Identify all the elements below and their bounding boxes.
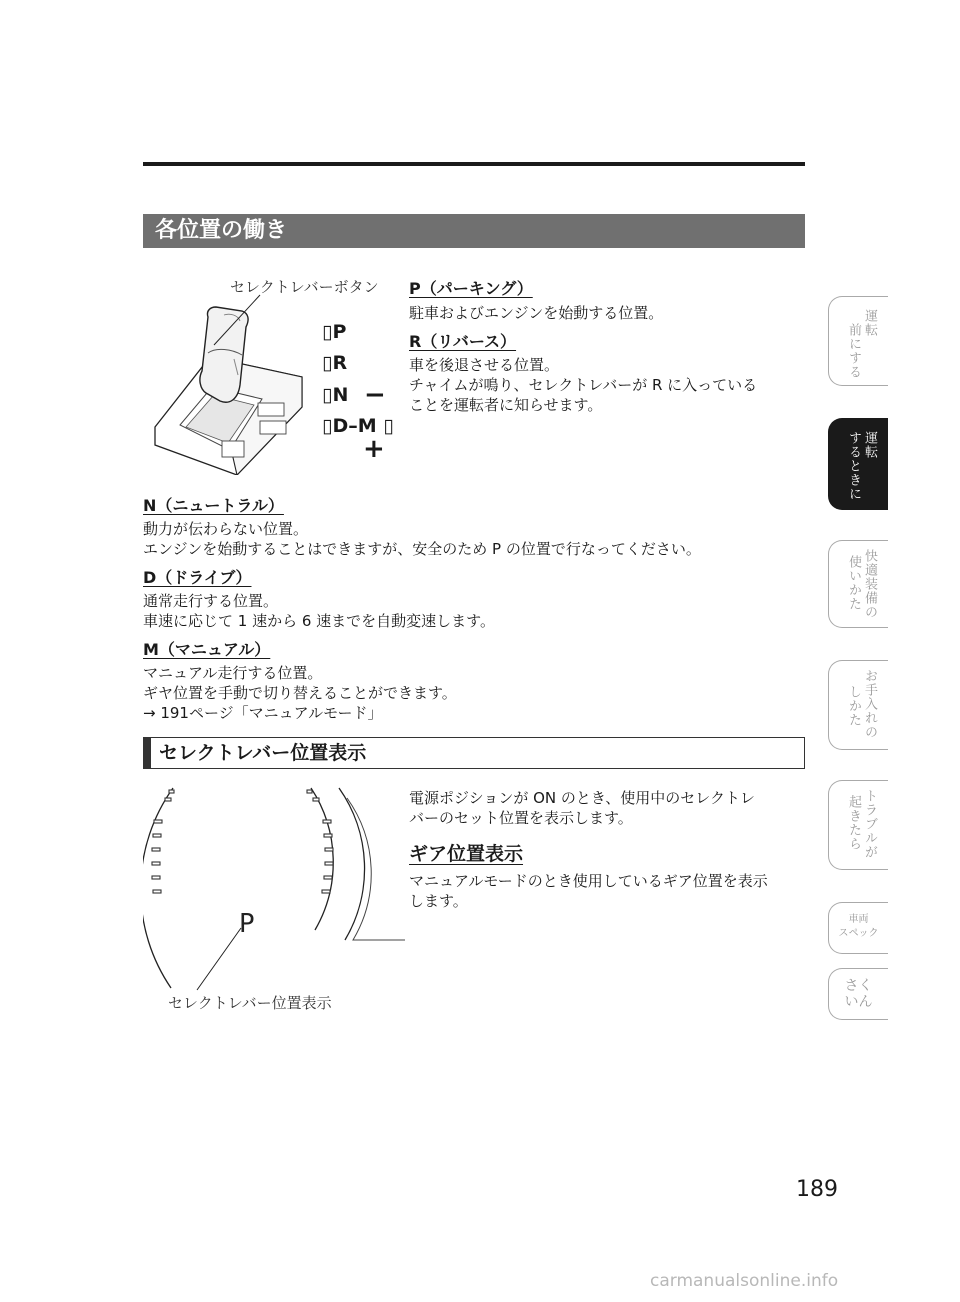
heading-parking: P（パーキング） xyxy=(409,279,533,298)
gear-display-heading: ギア位置表示 xyxy=(409,843,524,865)
tab-comfort-features[interactable]: 快適装備の 使いかた xyxy=(828,540,888,628)
text-neutral-2: エンジンを始動することはできますが、安全のため P の位置で行なってください。 xyxy=(143,540,701,558)
gear-label-p: ▯P xyxy=(322,321,347,343)
page-number: 189 xyxy=(796,1177,838,1202)
tab-specifications[interactable]: 車両 スペック xyxy=(828,902,888,954)
section-title: 各位置の働き xyxy=(143,214,805,248)
tab-maintenance[interactable]: お手入れの しかた xyxy=(828,660,888,750)
text-manual-ref: → 191ページ「マニュアルモード」 xyxy=(143,704,383,722)
text-reverse-3: ことを運転者に知らせます。 xyxy=(409,396,603,414)
gauge-display-illustration xyxy=(143,780,405,1010)
text-parking-1: 駐車およびエンジンを始動する位置。 xyxy=(409,304,664,322)
lever-button-label: セレクトレバーボタン xyxy=(230,278,379,296)
minus-symbol: − xyxy=(364,380,386,410)
tab-while-driving[interactable]: 運転 するときに xyxy=(828,418,888,510)
gear-display-text-2: します。 xyxy=(409,892,468,910)
text-drive-1: 通常走行する位置。 xyxy=(143,592,279,610)
tab-troubleshooting[interactable]: トラブルが 起きたら xyxy=(828,780,888,870)
gear-label-dm: ▯D–M ▯ xyxy=(322,415,394,437)
indicator-caption: セレクトレバー位置表示 xyxy=(168,994,332,1012)
text-manual-2: ギヤ位置を手動で切り替えることができます。 xyxy=(143,684,457,702)
indicator-text-1: 電源ポジションが ON のとき、使用中のセレクトレ xyxy=(409,789,755,807)
subsection-title: セレクトレバー位置表示 xyxy=(143,737,805,769)
text-manual-1: マニュアル走行する位置。 xyxy=(143,664,323,682)
watermark: carmanualsonline.info xyxy=(650,1271,839,1291)
indicator-text-2: バーのセット位置を表示します。 xyxy=(409,809,633,827)
tab-before-driving[interactable]: 運転 前にする xyxy=(828,296,888,386)
heading-manual: M（マニュアル） xyxy=(143,640,271,659)
text-drive-2: 車速に応じて 1 速から 6 速までを自動変速します。 xyxy=(143,612,495,630)
gear-indicator-char: P xyxy=(239,909,255,939)
heading-neutral: N（ニュートラル） xyxy=(143,496,284,515)
heading-drive: D（ドライブ） xyxy=(143,568,252,587)
top-rule xyxy=(143,162,805,166)
plus-symbol: + xyxy=(363,434,385,464)
caption-leader-line xyxy=(197,928,241,990)
text-reverse-1: 車を後退させる位置。 xyxy=(409,356,560,374)
text-neutral-1: 動力が伝わらない位置。 xyxy=(143,520,309,538)
text-reverse-2: チャイムが鳴り、セレクトレバーが R に入っている xyxy=(409,376,758,394)
heading-reverse: R（リバース） xyxy=(409,332,517,351)
gear-display-text-1: マニュアルモードのとき使用しているギア位置を表示 xyxy=(409,872,768,890)
gear-label-n: ▯N xyxy=(322,384,349,406)
gear-label-r: ▯R xyxy=(322,352,348,374)
tab-index[interactable]: さく いん xyxy=(828,968,888,1020)
